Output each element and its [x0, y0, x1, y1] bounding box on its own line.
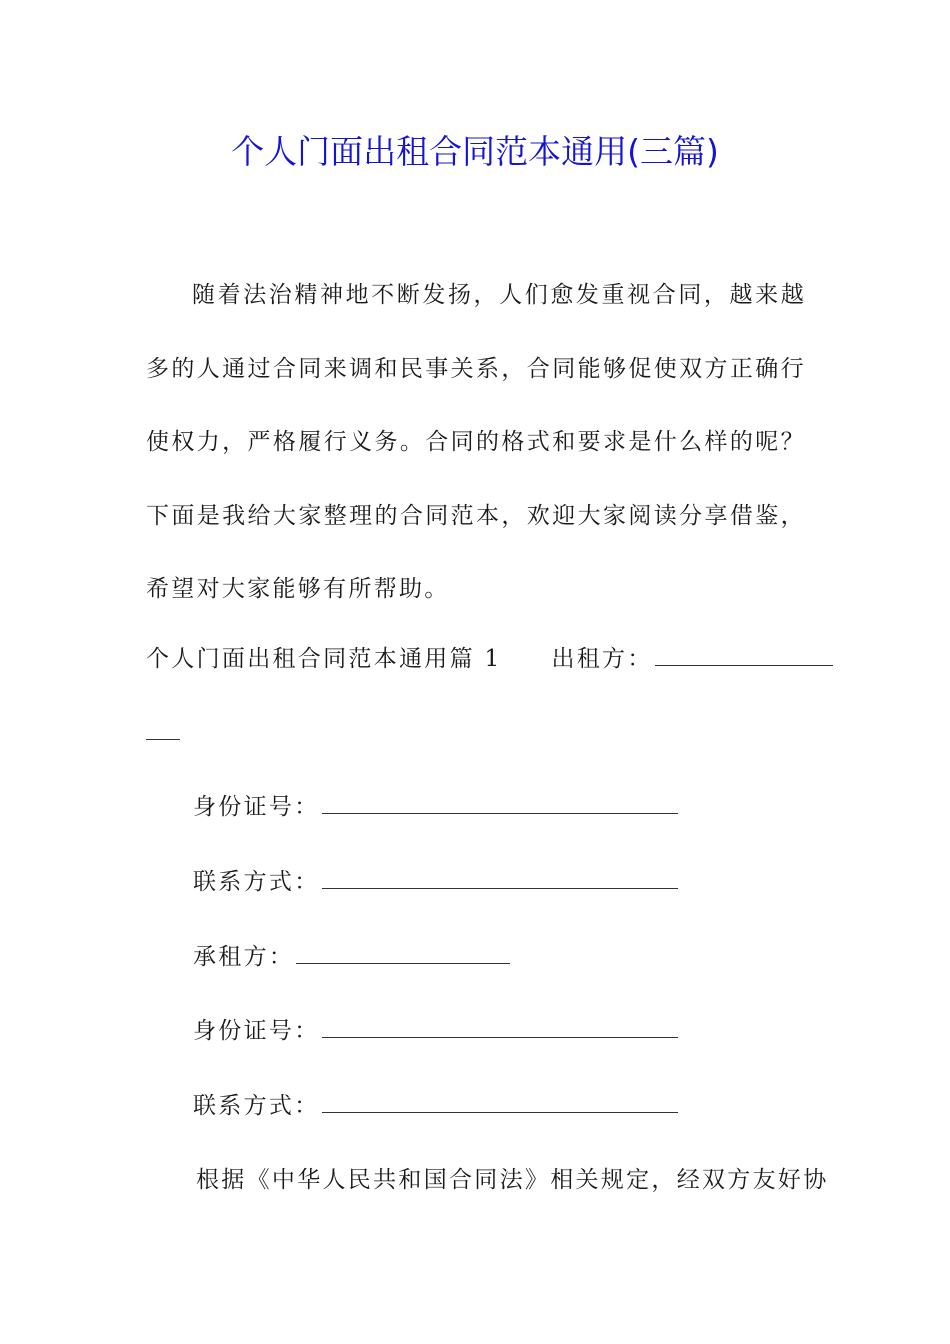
closing-paragraph: 根据《中华人民共和国合同法》相关规定，经双方友好协	[196, 1167, 829, 1193]
intro-paragraph: 随着法治精神地不断发扬，人们愈发重视合同，越来越多的人通过合同来调和民事关系，合同能够促使双方正确行使权力，严格履行义务。合同的格式和要求是什么样的呢？下面是我给大家整理的合同范本，欢迎大家阅读分享借鉴，希望对大家能够有所帮助。	[146, 282, 806, 602]
field-blank	[322, 1090, 678, 1113]
field-label: 联系方式：	[193, 1093, 320, 1119]
field-label: 身份证号：	[193, 794, 320, 820]
field-blank	[322, 1015, 678, 1038]
field-blank	[322, 866, 678, 889]
field-blank	[322, 791, 678, 814]
document-title: 个人门面出租合同范本通用(三篇)	[231, 132, 719, 171]
field-label: 联系方式：	[193, 869, 320, 895]
field-line	[193, 1011, 678, 1051]
field-label: 身份证号：	[193, 1018, 320, 1044]
lessor-blank-continuation	[146, 738, 180, 740]
field-line	[193, 787, 678, 827]
field-blank	[296, 941, 510, 964]
field-line	[193, 937, 510, 977]
lessor-blank	[655, 643, 833, 666]
field-line	[193, 862, 678, 902]
field-label: 承租方：	[193, 944, 295, 970]
section-heading-line	[146, 639, 833, 679]
lessor-label: 出租方：	[551, 646, 653, 672]
field-line	[193, 1086, 678, 1126]
section-heading: 个人门面出租合同范本通用篇 1	[146, 646, 502, 672]
